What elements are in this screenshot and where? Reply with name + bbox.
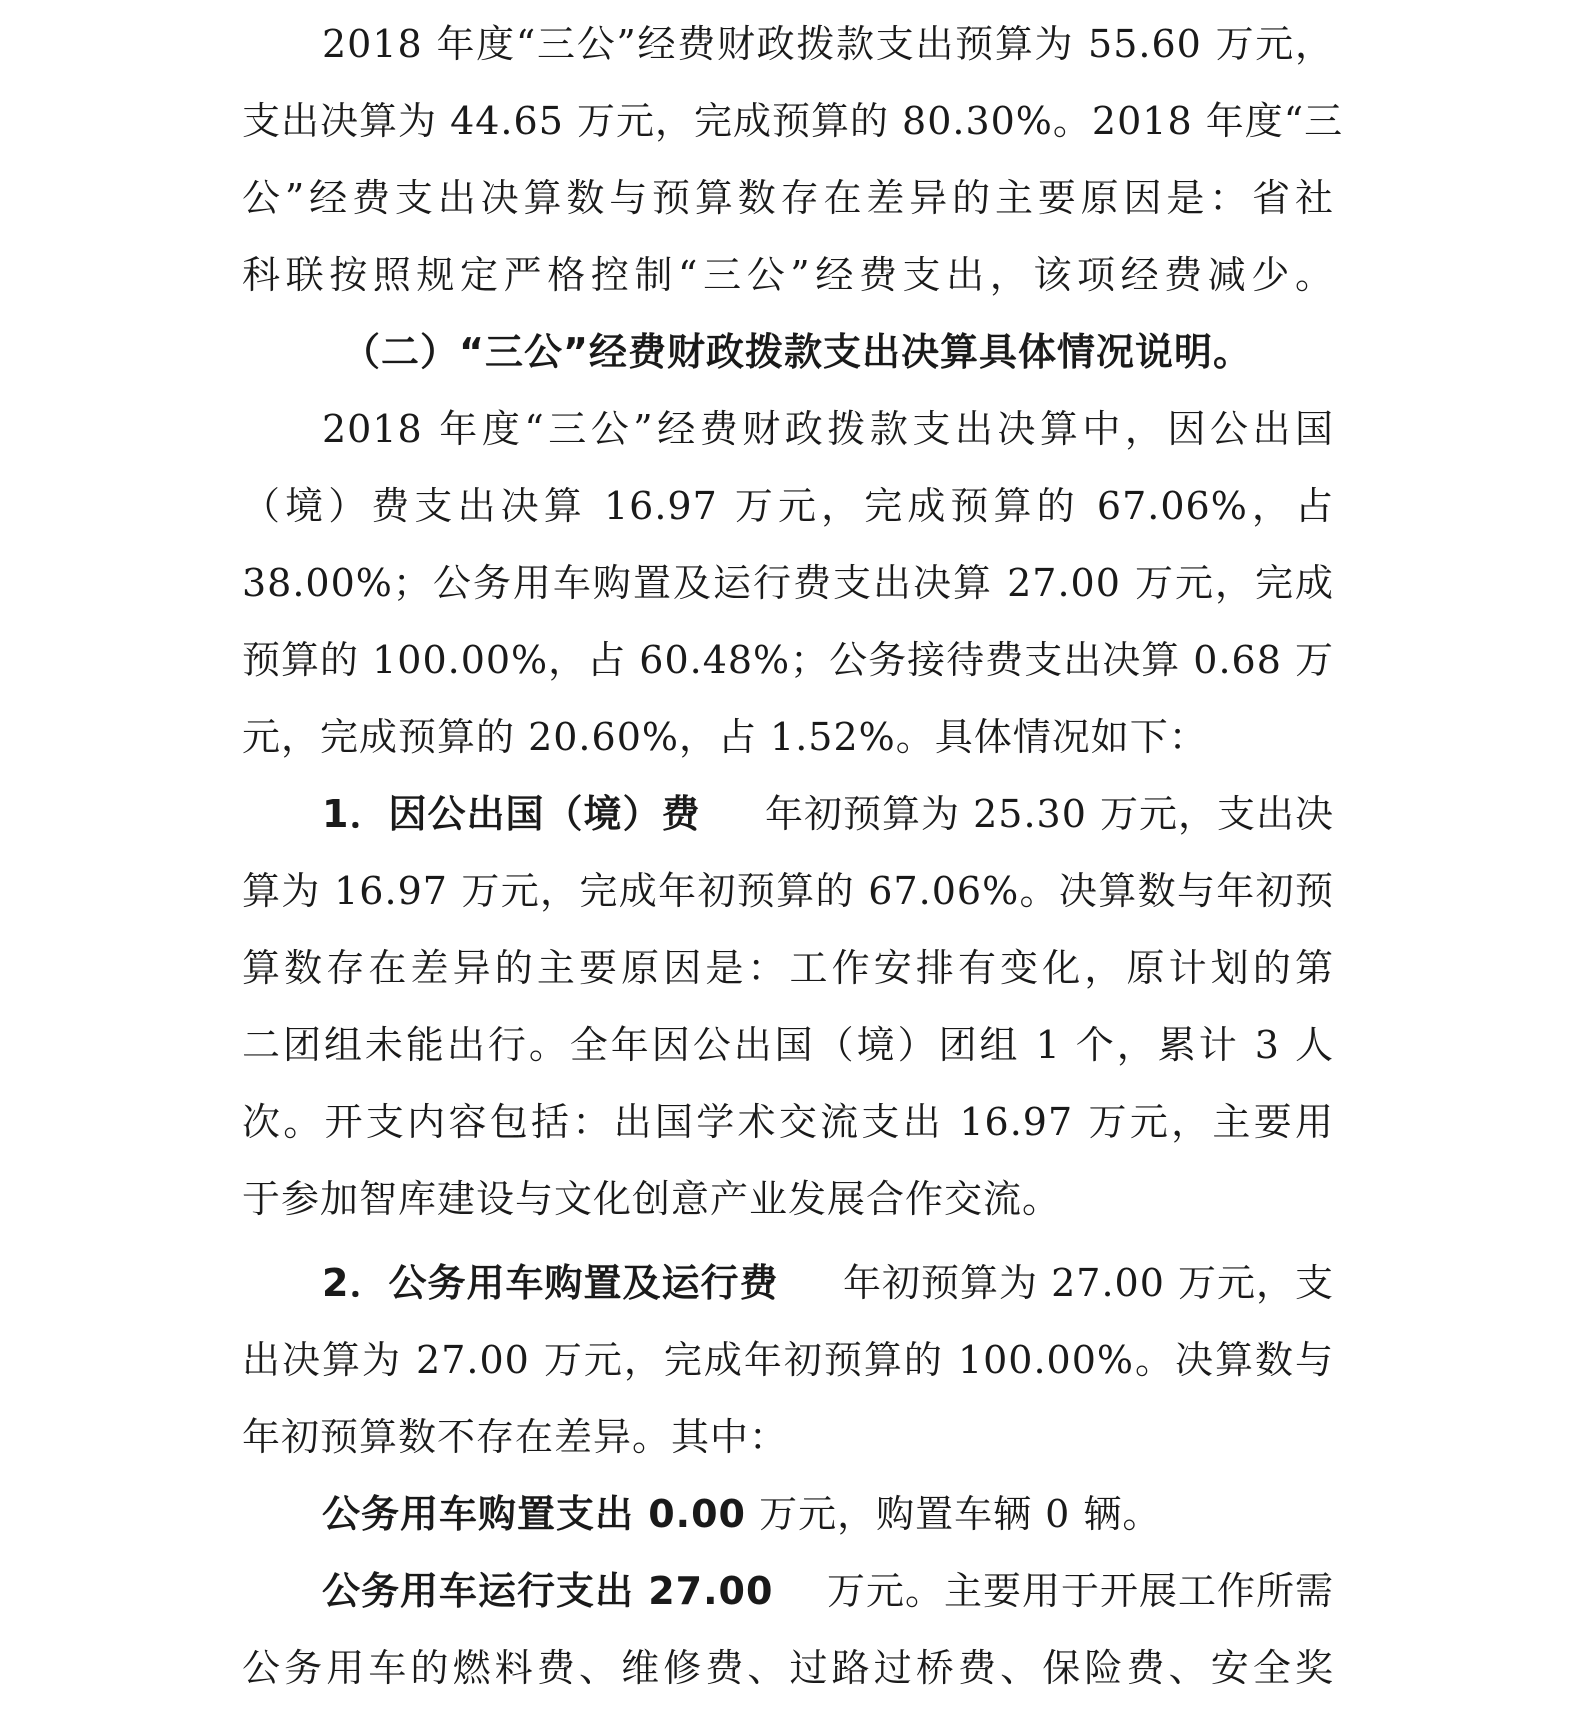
text-line: 于参加智库建设与文化创意产业发展合作交流。 (242, 1177, 1062, 1221)
text-line: 公务用车的燃料费、维修费、过路过桥费、保险费、安全奖 (242, 1646, 1334, 1690)
text-line: 元，完成预算的 20.60%，占 1.52%。具体情况如下： (242, 715, 1208, 759)
purchase-text: 万元，购置车辆 0 辆。 (759, 1492, 1162, 1536)
section-heading: （二）“三公”经费财政拨款支出决算具体情况说明。 (342, 330, 1252, 374)
text-line: 次。开支内容包括：出国学术交流支出 16.97 万元，主要用 (242, 1100, 1334, 1144)
item2-line (322, 1253, 1334, 1313)
purchase-label: 公务用车购置支出 0.00 (322, 1492, 746, 1536)
running-text: 万元。主要用于开展工作所需 (826, 1569, 1334, 1613)
item2-text: 年初预算为 27.00 万元，支 (843, 1261, 1334, 1305)
item1-label: 1．因公出国（境）费 (322, 792, 701, 836)
text-line: 公”经费支出决算数与预算数存在差异的主要原因是：省社 (242, 176, 1334, 220)
purchase-line (322, 1484, 1334, 1544)
item1-text: 年初预算为 25.30 万元，支出决 (765, 792, 1334, 836)
text-line: 年初预算数不存在差异。其中： (242, 1415, 789, 1459)
text-line: 2018 年度“三公”经费财政拨款支出决算中，因公出国 (322, 407, 1334, 451)
running-label: 公务用车运行支出 27.00 (322, 1569, 774, 1613)
text-line: 二团组未能出行。全年因公出国（境）团组 1 个，累计 3 人 (242, 1023, 1334, 1067)
text-line: 38.00%；公务用车购置及运行费支出决算 27.00 万元，完成 (242, 561, 1334, 605)
text-line: 支出决算为 44.65 万元，完成预算的 80.30%。2018 年度“三 (242, 99, 1344, 143)
text-line: 算数存在差异的主要原因是：工作安排有变化，原计划的第 (242, 946, 1334, 990)
text-line: 出决算为 27.00 万元，完成年初预算的 100.00%。决算数与 (242, 1338, 1334, 1382)
text-line: 算为 16.97 万元，完成年初预算的 67.06%。决算数与年初预 (242, 869, 1334, 913)
text-line: 预算的 100.00%，占 60.48%；公务接待费支出决算 0.68 万 (242, 638, 1334, 682)
running-line (322, 1561, 1334, 1621)
item2-label: 2．公务用车购置及运行费 (322, 1261, 779, 1305)
item1-line (322, 784, 1334, 844)
text-line: （境）费支出决算 16.97 万元，完成预算的 67.06%，占 (242, 484, 1334, 528)
text-line: 科联按照规定严格控制“三公”经费支出，该项经费减少。 (242, 253, 1334, 297)
text-line: 2018 年度“三公”经费财政拨款支出预算为 55.60 万元， (322, 22, 1334, 66)
